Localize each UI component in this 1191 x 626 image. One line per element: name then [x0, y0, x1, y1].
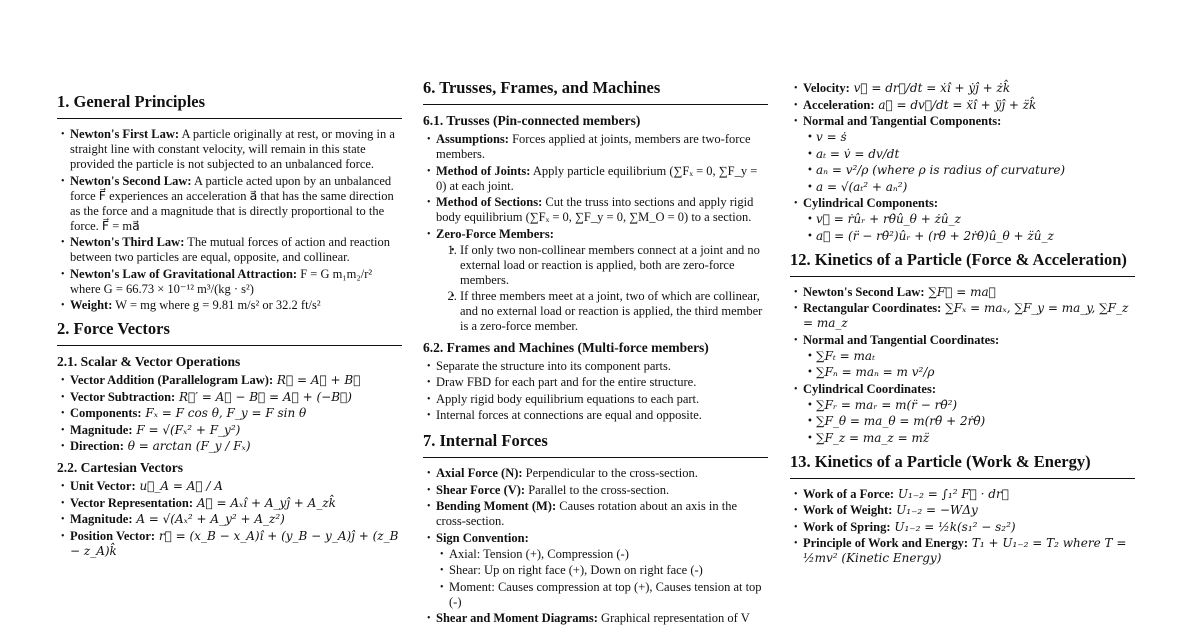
list-item: • Assumptions: Forces applied at joints, members are two-force members.	[436, 132, 768, 162]
list-item: • Acceleration: a⃗ = dv⃗/dt = ẍî + ÿĵ + z̈k̂	[803, 98, 1135, 113]
section-2-1-title: 2.1. Scalar & Vector Operations	[57, 354, 241, 369]
section-1-list	[57, 127, 402, 313]
list-item: • Newton's Third Law: The mutual forces of action and reaction between two particles are equal, opposite, and collinear.	[70, 235, 402, 265]
list-item: • Vector Subtraction: R⃗′ = A⃗ − B⃗ = A⃗ + (−B⃗)	[70, 390, 402, 405]
section-13-title: 13. Kinetics of a Particle (Work & Energy)	[790, 452, 1135, 479]
section-6-2-list	[423, 359, 768, 424]
section-2-2-list	[57, 479, 402, 559]
list-item: • ∑Fₜ = maₜ	[816, 349, 1135, 364]
list-item: • ∑F_z = ma_z = mz̈	[816, 431, 1135, 446]
list-item: • Newton's Second Law: ∑F⃗ = ma⃗	[803, 285, 1135, 300]
list-item: • Vector Representation: A⃗ = Aₓî + A_yĵ + A_zk̂	[70, 496, 402, 511]
list-item: • Rectangular Coordinates: ∑Fₓ = maₓ, ∑F_y = ma_y, ∑F_z = ma_z	[803, 301, 1135, 331]
list-item: • a = √(aₜ² + aₙ²)	[816, 180, 1135, 195]
section-12-list	[790, 285, 1135, 446]
section-7-title: 7. Internal Forces	[423, 431, 768, 458]
list-item: • Magnitude: A = √(Aₓ² + A_y² + A_z²)	[70, 512, 402, 527]
section-6-1-title: 6.1. Trusses (Pin-connected members)	[423, 113, 641, 128]
list-item: • Method of Joints: Apply particle equilibrium (∑Fₓ = 0, ∑F_y = 0) at each joint.	[436, 164, 768, 194]
list-item: • Axial Force (N): Perpendicular to the cross-section.	[436, 466, 768, 481]
column-3	[790, 81, 1135, 572]
list-item: • Work of Weight: U₁₋₂ = −WΔy	[803, 503, 1135, 518]
list-item: • Shear and Moment Diagrams: Graphical representation of V	[436, 611, 768, 626]
section-12-title: 12. Kinetics of a Particle (Force & Acceleration)	[790, 250, 1135, 277]
list-item: • Principle of Work and Energy: T₁ + U₁₋₂ = T₂ where T = ½mv² (Kinetic Energy)	[803, 536, 1135, 566]
list-item: • Vector Addition (Parallelogram Law): R⃗ = A⃗ + B⃗	[70, 373, 402, 388]
list-item: • ∑F_θ = ma_θ = m(rθ̈ + 2ṙθ̇)	[816, 414, 1135, 429]
list-item: • Shear: Up on right face (+), Down on right face (-)	[449, 563, 768, 578]
list-item: • 1. If only two non-collinear members connect at a joint and no external load or reaction is applied, both are zero-force members.	[460, 243, 768, 288]
list-item: • Newton's First Law: A particle originally at rest, or moving in a straight line with constant velocity, will remain in this state provided the particle is not subjected to an unbalanced force.	[70, 127, 402, 172]
list-item: • Sign Convention: • Axial: Tension (+), Compression (-) • Shear: Up on right face (+), Down on right face (-) • Moment: Causes compression at top (+), Causes tension at top (-)	[436, 531, 768, 610]
list-item: • Work of Spring: U₁₋₂ = ½k(s₁² − s₂²)	[803, 520, 1135, 535]
list-item: • 2. If three members meet at a joint, two of which are collinear, and no external load or reaction is applied, the third member is a zero-force member.	[460, 289, 768, 334]
list-item: • a⃗ = (r̈ − rθ̇²)ûᵣ + (rθ̈ + 2ṙθ̇)û_θ + z̈û_z	[816, 229, 1135, 244]
list-item: • Separate the structure into its component parts.	[436, 359, 768, 374]
section-6-title: 6. Trusses, Frames, and Machines	[423, 78, 768, 105]
section-2-title: 2. Force Vectors	[57, 319, 402, 346]
section-7-list	[423, 466, 768, 626]
list-item: • Axial: Tension (+), Compression (-)	[449, 547, 768, 562]
zero-force-list	[436, 243, 768, 334]
list-item: • Velocity: v⃗ = dr⃗/dt = ẋî + ẏĵ + żk̂	[803, 81, 1135, 96]
list-item: • Shear Force (V): Parallel to the cross-section.	[436, 483, 768, 498]
list-item: • Bending Moment (M): Causes rotation about an axis in the cross-section.	[436, 499, 768, 529]
column-1	[57, 92, 402, 565]
list-item: • Direction: θ = arctan (F_y / Fₓ)	[70, 439, 402, 454]
section-2-2-title: 2.2. Cartesian Vectors	[57, 460, 183, 475]
nt-coordinates-list	[803, 349, 1135, 381]
list-item: • Magnitude: F = √(Fₓ² + F_y²)	[70, 423, 402, 438]
list-item: • Cylindrical Components: • v⃗ = ṙûᵣ + rθ̇û_θ + żû_z • a⃗ = (r̈ − rθ̇²)ûᵣ + (rθ̈ + 2ṙθ̇)û_θ + z̈û_z	[803, 196, 1135, 244]
list-item: • ∑Fₙ = maₙ = m v²/ρ	[816, 365, 1135, 380]
sign-convention-list	[436, 547, 768, 610]
list-item: • Apply rigid body equilibrium equations to each part.	[436, 392, 768, 407]
list-item: • v⃗ = ṙûᵣ + rθ̇û_θ + żû_z	[816, 212, 1135, 227]
section-2-1-list	[57, 373, 402, 454]
list-item: • Method of Sections: Cut the truss into sections and apply rigid body equilibrium (∑Fₓ = 0, ∑F_y = 0, ∑M_O = 0) to a section.	[436, 195, 768, 225]
cylindrical-components-list	[803, 212, 1135, 244]
list-item: • Internal forces at connections are equal and opposite.	[436, 408, 768, 423]
list-item: • Cylindrical Coordinates: • ∑Fᵣ = maᵣ = m(r̈ − rθ̇²) • ∑F_θ = ma_θ = m(rθ̈ + 2ṙθ̇) • ∑F_z = ma_z = mz̈	[803, 382, 1135, 446]
list-item: • Weight: W = mg where g = 9.81 m/s² or 32.2 ft/s²	[70, 298, 402, 313]
list-item: • Normal and Tangential Coordinates: • ∑Fₜ = maₜ • ∑Fₙ = maₙ = m v²/ρ	[803, 333, 1135, 381]
list-item: • Newton's Second Law: A particle acted upon by an unbalanced force F⃗ experiences an acceleration a⃗ that has the same direction as the force and a magnitude that is directly proportional to the force. F⃗ = ma⃗	[70, 174, 402, 234]
list-item: • Unit Vector: u⃗_A = A⃗ / A	[70, 479, 402, 494]
list-item: • Draw FBD for each part and for the entire structure.	[436, 375, 768, 390]
list-item: • Components: Fₓ = F cos θ, F_y = F sin θ	[70, 406, 402, 421]
list-item: • Work of a Force: U₁₋₂ = ∫₁² F⃗ · dr⃗	[803, 487, 1135, 502]
kinematics-list	[790, 81, 1135, 244]
section-13-list	[790, 487, 1135, 567]
column-2	[423, 78, 768, 626]
list-item: • Moment: Causes compression at top (+), Causes tension at top (-)	[449, 580, 768, 610]
cylindrical-coordinates-list	[803, 398, 1135, 446]
section-1-title: 1. General Principles	[57, 92, 402, 119]
list-item: • v = ṡ	[816, 130, 1135, 145]
section-6-2-title: 6.2. Frames and Machines (Multi-force members)	[423, 339, 709, 355]
list-item: • aₙ = v²/ρ (where ρ is radius of curvature)	[816, 163, 1135, 178]
list-item: • Position Vector: r⃗ = (x_B − x_A)î + (y_B − y_A)ĵ + (z_B − z_A)k̂	[70, 529, 402, 559]
list-item: • Newton's Law of Gravitational Attraction: F = G m₁m₂/r² where G = 66.73 × 10⁻¹² m³/(kg · s²)	[70, 267, 402, 297]
section-6-1-list	[423, 132, 768, 334]
nt-components-list	[803, 130, 1135, 195]
list-item: • ∑Fᵣ = maᵣ = m(r̈ − rθ̇²)	[816, 398, 1135, 413]
list-item: • Zero-Force Members: • 1. If only two non-collinear members connect at a joint and no external load or reaction is applied, both are zero-force members. • 2. If three members meet at a joint, two of which are collinear, and no external load or reaction is applied, the third member is a zero-force member.	[436, 227, 768, 334]
list-item: • aₜ = v̇ = dv/dt	[816, 147, 1135, 162]
list-item: • Normal and Tangential Components: • v = ṡ • aₜ = v̇ = dv/dt • aₙ = v²/ρ (where ρ is radius of curvature) • a = √(aₜ² + aₙ²)	[803, 114, 1135, 195]
